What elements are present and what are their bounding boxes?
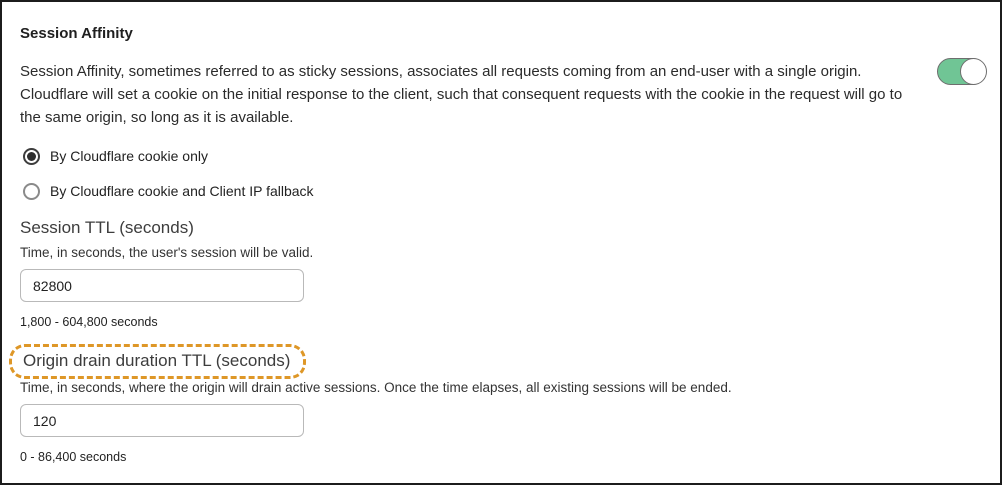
dashed-highlight-annotation (9, 344, 306, 379)
session-ttl-input[interactable] (20, 269, 304, 302)
session-affinity-toggle[interactable] (937, 58, 986, 85)
panel-title: Session Affinity (20, 25, 133, 42)
radio-option-cookie-and-ip[interactable] (20, 181, 986, 201)
origin-drain-ttl-input[interactable] (20, 404, 304, 437)
panel-description: Session Affinity, sometimes referred to as sticky sessions, associates all requests coming from an end-user with a single origin. Cloudflare will set a cookie on the initial response to the client, such that consequent requests with the cookie in the request will go to the same origin, so long as it is available. (20, 63, 903, 126)
affinity-mode-radio-group (20, 146, 986, 201)
session-ttl-description: Time, in seconds, the user's session will be valid. (20, 245, 314, 260)
radio-option-cookie-only[interactable] (20, 146, 986, 166)
session-ttl-range-hint: 1,800 - 604,800 seconds (20, 315, 158, 329)
origin-drain-heading: Origin drain duration TTL (seconds) (23, 351, 291, 370)
radio-option-label: By Cloudflare cookie only (50, 148, 208, 164)
description-row (20, 60, 986, 129)
radio-dot-icon (27, 152, 36, 161)
radio-unselected-icon[interactable] (23, 183, 40, 200)
session-ttl-heading: Session TTL (seconds) (20, 218, 194, 237)
origin-drain-heading-row (20, 344, 986, 374)
radio-option-label: By Cloudflare cookie and Client IP fallback (50, 183, 314, 199)
toggle-knob-icon (960, 58, 987, 85)
origin-drain-range-hint: 0 - 86,400 seconds (20, 450, 127, 464)
radio-selected-icon[interactable] (23, 148, 40, 165)
origin-drain-description: Time, in seconds, where the origin will drain active sessions. Once the time elapses, all existing sessions will be ended. (20, 380, 732, 395)
